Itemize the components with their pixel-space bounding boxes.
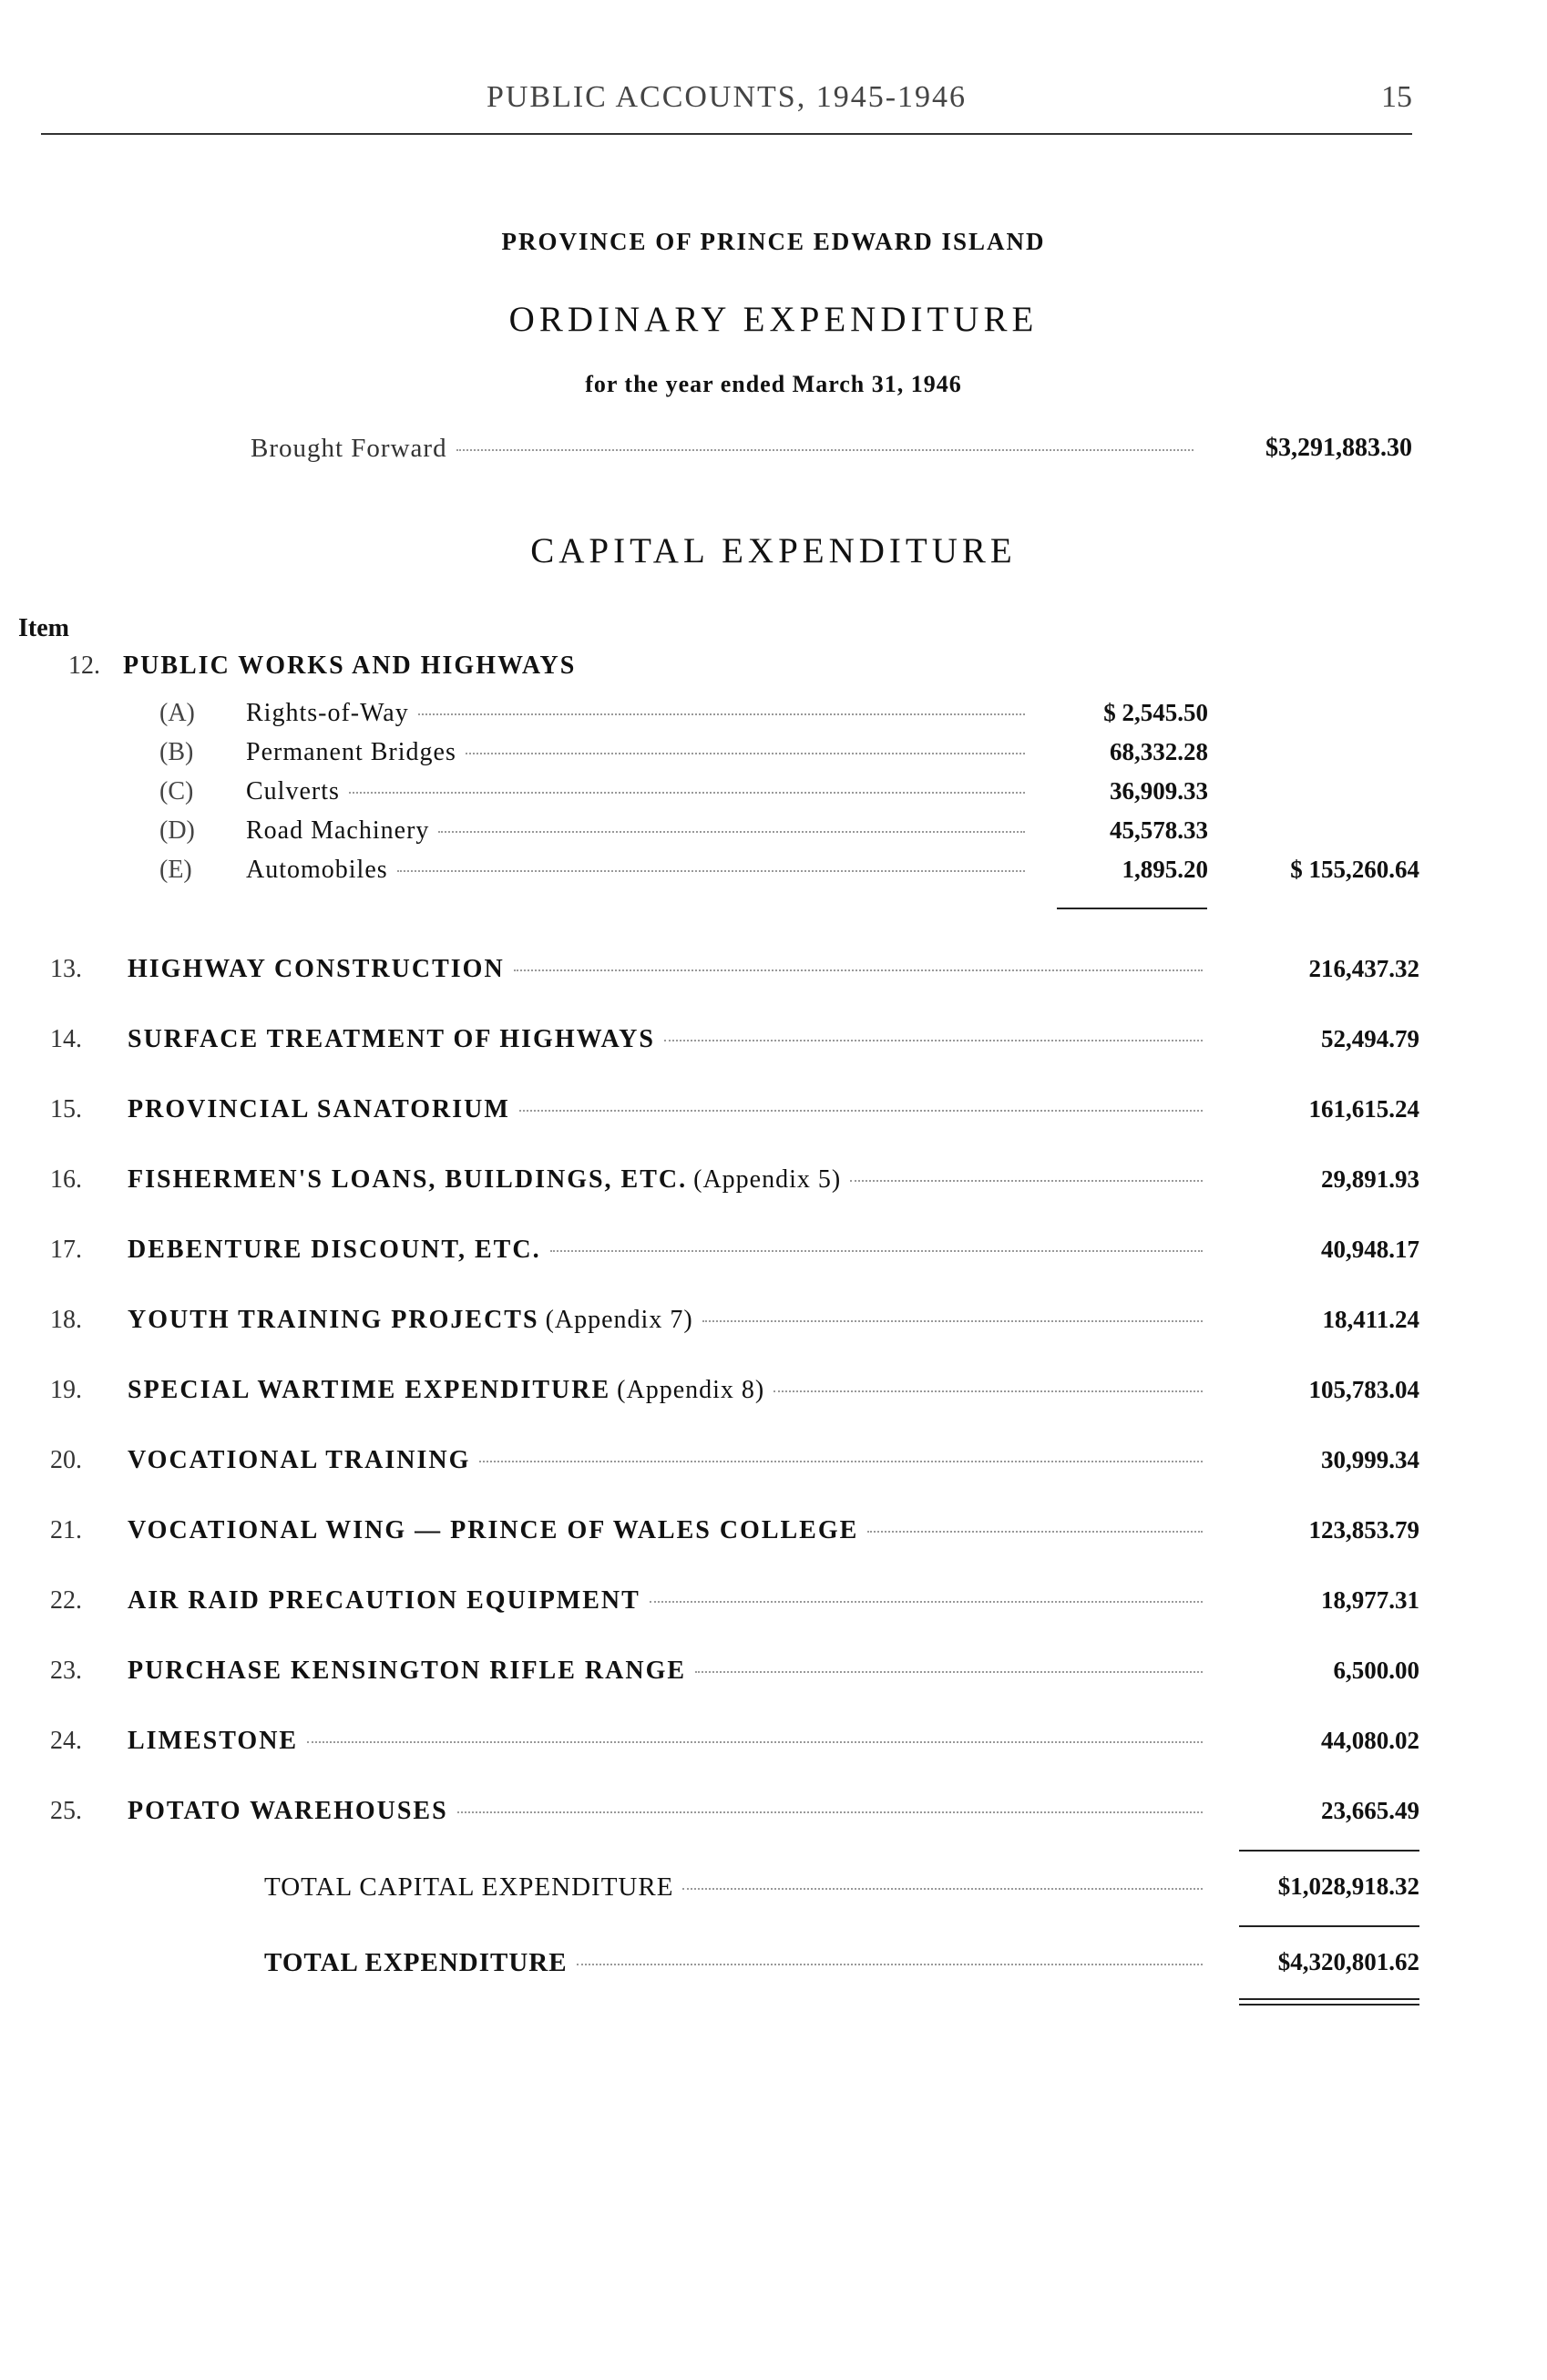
subitem-row xyxy=(159,738,1034,767)
line-item-row xyxy=(50,1446,1212,1475)
item-title: DEBENTURE DISCOUNT, ETC. xyxy=(128,1236,541,1264)
dot-leader xyxy=(650,1600,1203,1603)
dot-leader xyxy=(577,1963,1203,1965)
item-amount: 161,615.24 xyxy=(1308,1095,1419,1123)
brought-forward-amount: $3,291,883.30 xyxy=(1265,434,1412,462)
subitem-letter: (A) xyxy=(159,699,195,727)
subitem-row xyxy=(159,777,1034,806)
item-number: 25. xyxy=(50,1797,82,1825)
item-number: 16. xyxy=(50,1165,82,1194)
item-amount: 40,948.17 xyxy=(1321,1236,1419,1263)
dot-leader xyxy=(519,1109,1203,1112)
dot-leader xyxy=(664,1039,1203,1041)
line-item-row xyxy=(50,1236,1212,1265)
subitem-letter: (E) xyxy=(159,856,192,884)
subitem-label: Road Machinery xyxy=(246,816,430,845)
line-item-row xyxy=(50,1376,1212,1405)
item-title: LIMESTONE xyxy=(128,1727,299,1755)
item-number: 24. xyxy=(50,1727,82,1755)
subitem-letter: (D) xyxy=(159,816,195,845)
dot-leader xyxy=(466,752,1025,754)
line-item-row xyxy=(50,1797,1212,1826)
item-title: SURFACE TREATMENT OF HIGHWAYS xyxy=(128,1025,655,1053)
double-rule-bottom xyxy=(1239,2004,1419,2006)
item-title: YOUTH TRAINING PROJECTS xyxy=(128,1306,539,1334)
line-item-row xyxy=(50,1025,1212,1054)
province-title: PROVINCE OF PRINCE EDWARD ISLAND xyxy=(501,228,1046,255)
line-item-row xyxy=(50,1165,1212,1195)
dot-leader xyxy=(456,448,1194,451)
item-amount: 29,891.93 xyxy=(1321,1165,1419,1193)
brought-forward-label: Brought Forward xyxy=(251,434,447,463)
item-title: VOCATIONAL WING — PRINCE OF WALES COLLEGE xyxy=(128,1516,859,1544)
subtotal-rule xyxy=(1057,908,1207,909)
total-rule xyxy=(1239,1925,1419,1927)
dot-leader xyxy=(349,791,1025,794)
item-title: SPECIAL WARTIME EXPENDITURE xyxy=(128,1376,611,1404)
item-title: VOCATIONAL TRAINING xyxy=(128,1446,471,1474)
subitem-amount: 36,909.33 xyxy=(1110,777,1208,805)
item-number: 18. xyxy=(50,1306,82,1334)
item-number: 14. xyxy=(50,1025,82,1053)
item-number: 23. xyxy=(50,1657,82,1685)
dot-leader xyxy=(307,1740,1203,1743)
line-item-row xyxy=(50,1095,1212,1124)
item-number: 22. xyxy=(50,1586,82,1615)
item-amount: 30,999.34 xyxy=(1321,1446,1419,1473)
dot-leader xyxy=(418,713,1025,715)
item-title: HIGHWAY CONSTRUCTION xyxy=(128,955,505,983)
total-rule xyxy=(1239,1850,1419,1852)
item-title: PROVINCIAL SANATORIUM xyxy=(128,1095,510,1123)
subitem-row xyxy=(159,816,1034,846)
item-number: 21. xyxy=(50,1516,82,1544)
subitem-row xyxy=(159,856,1034,885)
dot-leader xyxy=(514,969,1203,971)
item-amount: 44,080.02 xyxy=(1321,1727,1419,1754)
item-title: POTATO WAREHOUSES xyxy=(128,1797,448,1825)
subitem-amount: 45,578.33 xyxy=(1110,816,1208,844)
subitem-label: Rights-of-Way xyxy=(246,699,409,727)
total-capital-amount: $1,028,918.32 xyxy=(1277,1872,1419,1900)
item-number: 20. xyxy=(50,1446,82,1474)
line-item-row xyxy=(50,1657,1212,1686)
brought-forward-row xyxy=(251,434,1203,464)
item-amount: 6,500.00 xyxy=(1333,1657,1419,1684)
item-amount: 216,437.32 xyxy=(1308,955,1419,982)
item-title: AIR RAID PRECAUTION EQUIPMENT xyxy=(128,1586,640,1615)
subitem-letter: (C) xyxy=(159,777,194,805)
item-12-total: $ 155,260.64 xyxy=(1290,856,1419,883)
dot-leader xyxy=(397,869,1025,872)
item-number: 13. xyxy=(50,955,82,983)
capital-expenditure-title: CAPITAL EXPENDITURE xyxy=(530,531,1017,570)
subitem-label: Culverts xyxy=(246,777,340,805)
total-capital-row xyxy=(264,1872,1212,1903)
item-title: PUBLIC WORKS AND HIGHWAYS xyxy=(123,651,577,680)
item-amount: 123,853.79 xyxy=(1308,1516,1419,1544)
item-number: 15. xyxy=(50,1095,82,1123)
line-item-row xyxy=(50,1306,1212,1335)
dot-leader xyxy=(682,1887,1203,1890)
total-expenditure-label: TOTAL EXPENDITURE xyxy=(264,1948,568,1977)
dot-leader xyxy=(479,1460,1203,1462)
appendix-note: (Appendix 7) xyxy=(545,1306,693,1334)
dot-leader xyxy=(702,1319,1203,1322)
dot-leader xyxy=(438,830,1025,833)
dot-leader xyxy=(695,1670,1203,1673)
line-item-row xyxy=(50,1516,1212,1545)
dot-leader xyxy=(850,1179,1203,1182)
appendix-note: (Appendix 8) xyxy=(617,1376,765,1404)
item-amount: 18,411.24 xyxy=(1322,1306,1419,1333)
subitem-amount: 1,895.20 xyxy=(1122,856,1208,883)
item-number: 17. xyxy=(50,1236,82,1264)
period-subtitle: for the year ended March 31, 1946 xyxy=(585,371,962,397)
running-title: PUBLIC ACCOUNTS, 1945-1946 xyxy=(486,80,968,114)
item-number: 12. xyxy=(68,651,100,680)
subitem-amount: $ 2,545.50 xyxy=(1103,699,1208,726)
total-expenditure-row xyxy=(264,1948,1212,1978)
page-number: 15 xyxy=(1381,80,1412,114)
subitem-label: Automobiles xyxy=(246,856,388,884)
subitem-amount: 68,332.28 xyxy=(1110,738,1208,765)
dot-leader xyxy=(774,1390,1203,1392)
item-title: FISHERMEN'S LOANS, BUILDINGS, ETC. xyxy=(128,1165,688,1194)
item-amount: 18,977.31 xyxy=(1321,1586,1419,1614)
line-item-row xyxy=(50,1586,1212,1616)
total-expenditure-amount: $4,320,801.62 xyxy=(1277,1948,1419,1975)
item-amount: 105,783.04 xyxy=(1308,1376,1419,1403)
ordinary-expenditure-title: ORDINARY EXPENDITURE xyxy=(508,300,1039,339)
line-item-row xyxy=(50,955,1212,984)
double-rule-top xyxy=(1239,1998,1419,2000)
dot-leader xyxy=(867,1530,1203,1533)
line-item-row xyxy=(50,1727,1212,1756)
subitem-row xyxy=(159,699,1034,728)
item-column-header: Item xyxy=(18,614,69,642)
running-header xyxy=(41,80,1412,135)
dot-leader xyxy=(550,1249,1203,1252)
subitem-label: Permanent Bridges xyxy=(246,738,456,766)
item-12-heading xyxy=(68,651,576,681)
dot-leader xyxy=(457,1811,1203,1813)
appendix-note: (Appendix 5) xyxy=(693,1165,842,1194)
item-amount: 52,494.79 xyxy=(1321,1025,1419,1052)
subitem-letter: (B) xyxy=(159,738,194,766)
item-number: 19. xyxy=(50,1376,82,1404)
total-capital-label: TOTAL CAPITAL EXPENDITURE xyxy=(264,1872,674,1902)
item-amount: 23,665.49 xyxy=(1321,1797,1419,1824)
item-title: PURCHASE KENSINGTON RIFLE RANGE xyxy=(128,1657,687,1685)
